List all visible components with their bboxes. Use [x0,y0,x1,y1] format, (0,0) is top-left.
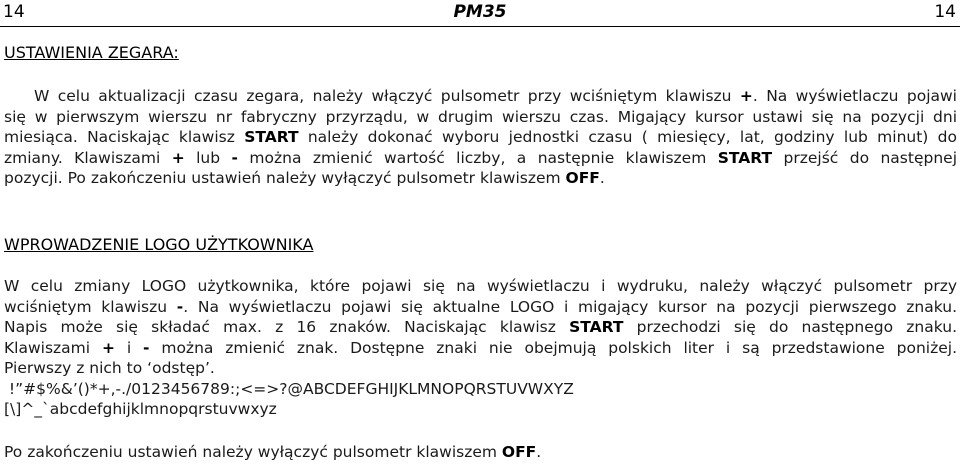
page-number-left: 14 [3,2,25,22]
page-number-right: 14 [934,2,956,22]
clock-settings-paragraph [4,86,957,189]
text-line: pozycji. Po zakończeniu ustawień należy wyłączyć pulsometr klawiszem OFF. [4,169,605,187]
text-line: Klawiszami + i - można zmienić znak. Dostępne znaki nie obejmują polskich liter i są przedstawione poniżej. [4,338,957,357]
text-line: W celu zmiany LOGO użytkownika, które pojawi się na wyświetlaczu i wydruku, należy włączyć pulsometr przy [4,277,957,295]
text-line: W celu aktualizacji czasu zegara, należy włączyć pulsometr przy wciśniętym klawiszu +. Na wyświetlaczu pojawi [34,87,957,105]
closing-note [4,442,957,463]
model-name: PM35 [453,2,507,22]
text-line: się w pierwszym wierszu nr fabryczny przyrządu, w drugim wierszu czas. Migający kursor ustawi się na pozycji dni [4,107,957,126]
text-line: Pierwszy z nich to ‘odstęp’. [4,359,215,377]
text-line: miesiąca. Naciskając klawisz START należy dokonać wyboru jednostki czasu ( miesięcy, lat, godziny lub minut) do [4,128,957,146]
text-line: wciśniętym klawiszu -. Na wyświetlaczu pojawi się aktualne LOGO i migający kursor na pozycji pierwszego znaku. [4,297,957,316]
character-set-line: !”#$%&’()*+,-./0123456789:;<=>?@ABCDEFGHIJKLMNOPQRSTUVWXYZ [4,379,574,398]
text-line: Po zakończeniu ustawień należy wyłączyć pulsometr klawiszem OFF. [4,443,542,461]
user-logo-paragraph [4,276,957,420]
page-header [0,0,960,27]
character-set-line: [\]^_`abcdefghijklmnopqrstuvwxyz [4,400,277,418]
text-line: zmiany. Klawiszami + lub - można zmienić wartość liczby, a następnie klawiszem START przejść do następnej [4,148,957,167]
text-line: Napis może się składać max. z 16 znaków. Naciskając klawisz START przechodzi się do następnego znaku. [4,318,957,336]
user-logo-title: WPROWADZENIE LOGO UŻYTKOWNIKA [4,235,314,254]
clock-settings-title: USTAWIENIA ZEGARA: [4,43,179,62]
